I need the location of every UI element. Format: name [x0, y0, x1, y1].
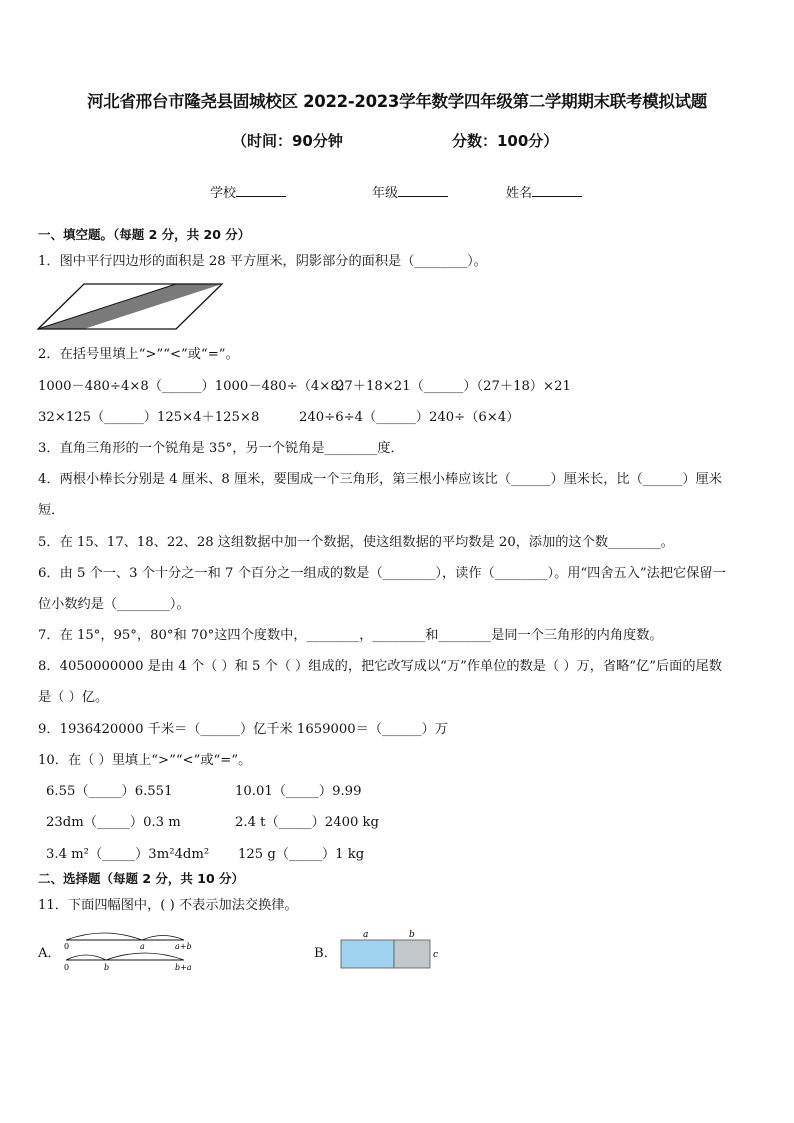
page-title: 河北省邢台市隆尧县固城校区 2022-2023学年数学四年级第二学期期末联考模拟试题 — [87, 92, 707, 111]
name-field — [506, 182, 582, 201]
numberline-b-zero: 0 — [64, 963, 70, 972]
numberline-b-b: b — [104, 963, 110, 972]
question-8-cont: 是（ ）亿。 — [38, 690, 109, 705]
question-5: 5．在 15、17、18、22、28 这组数据中加一个数据，使这组数据的平均数是 20，添加的这个数________。 — [38, 535, 674, 550]
grade-field — [372, 182, 448, 201]
parallelogram-figure — [36, 282, 226, 332]
section1-heading: 一、填空题。（每题 2 分，共 20 分） — [38, 227, 251, 242]
question-3: 3．直角三角形的一个锐角是 35°，另一个锐角是________度． — [38, 441, 404, 456]
rect-part-a — [341, 940, 394, 968]
numberline-b-bplusa: b+a — [175, 963, 192, 972]
option-b-rectangle-figure — [336, 926, 446, 972]
q10-item-1: 6.55（_____）6.551 — [46, 784, 173, 799]
q2-item-3: 32×125（______）125×4＋125×8 — [38, 410, 260, 425]
q10-item-2: 10.01（_____）9.99 — [235, 784, 362, 799]
option-b-label: B． — [314, 946, 337, 961]
numberline-a-a: a — [140, 942, 145, 951]
exam-time: （时间：90分钟 — [232, 132, 343, 150]
option-a-numberline-figure — [58, 928, 208, 974]
question-11: 11．下面四幅图中，( ) 不表示加法交换律。 — [38, 898, 298, 913]
question-9: 9．1936420000 千米＝（______）亿千米 1659000＝（______）万 — [38, 722, 448, 737]
grade-blank[interactable] — [398, 184, 448, 197]
diagonal-line — [38, 284, 176, 329]
question-6: 6．由 5 个一、3 个十分之一和 7 个百分之一组成的数是（________），读作（________）。用“四舍五入”法把它保留一 — [38, 566, 726, 581]
numberline-a-zero: 0 — [64, 942, 70, 951]
school-label: 学校 — [210, 186, 237, 201]
question-8: 8．4050000000 是由 4 个（ ）和 5 个（ ）组成的，把它改写成以“万”作单位的数是（ ）万，省略“亿”后面的尾数 — [38, 659, 722, 674]
school-blank[interactable] — [236, 184, 286, 197]
question-4: 4．两根小棒长分别是 4 厘米、8 厘米，要围成一个三角形，第三根小棒应该比（______）厘米长，比（______）厘米 — [38, 472, 722, 487]
shaded-triangle — [38, 284, 222, 329]
section2-heading: 二、选择题（每题 2 分，共 10 分） — [38, 871, 245, 886]
name-blank[interactable] — [532, 184, 582, 197]
question-2: 2．在括号里填上“>”“<”或“=”。 — [38, 347, 239, 362]
school-field — [210, 182, 286, 201]
rect-label-c: c — [433, 950, 439, 960]
q2-item-4: 240÷6÷4（______）240÷（6×4） — [299, 410, 520, 425]
numberline-a-aplusb: a+b — [175, 942, 192, 951]
q10-item-3: 23dm（_____）0.3 m — [46, 815, 181, 830]
grade-label: 年级 — [372, 186, 399, 201]
question-4-cont: 短． — [38, 503, 65, 518]
question-1: 1．图中平行四边形的面积是 28 平方厘米，阴影部分的面积是（________）。 — [38, 254, 487, 269]
question-6-cont: 位小数约是（________）。 — [38, 597, 190, 612]
question-7: 7．在 15°，95°，80°和 70°这四个度数中，________，________和________是同一个三角形的内角度数。 — [38, 628, 663, 643]
rect-part-b — [394, 940, 430, 968]
q2-item-1: 1000－480÷4×8（______）1000－480÷（4×8） — [38, 379, 352, 394]
q10-item-6: 125 g（_____）1 kg — [238, 847, 365, 862]
q10-item-5: 3.4 m²（_____）3m²4dm² — [46, 847, 210, 862]
option-a-label: A． — [38, 946, 61, 961]
rect-label-b: b — [409, 930, 415, 940]
name-label: 姓名 — [506, 186, 533, 201]
question-10: 10．在（ ）里填上“>”“<”或“=”。 — [38, 753, 252, 768]
q2-item-2: 27＋18×21（______）（27＋18）×21 — [336, 379, 571, 394]
q10-item-4: 2.4 t（_____）2400 kg — [235, 815, 379, 830]
exam-score: 分数：100分） — [452, 132, 559, 150]
rect-label-a: a — [363, 930, 369, 940]
